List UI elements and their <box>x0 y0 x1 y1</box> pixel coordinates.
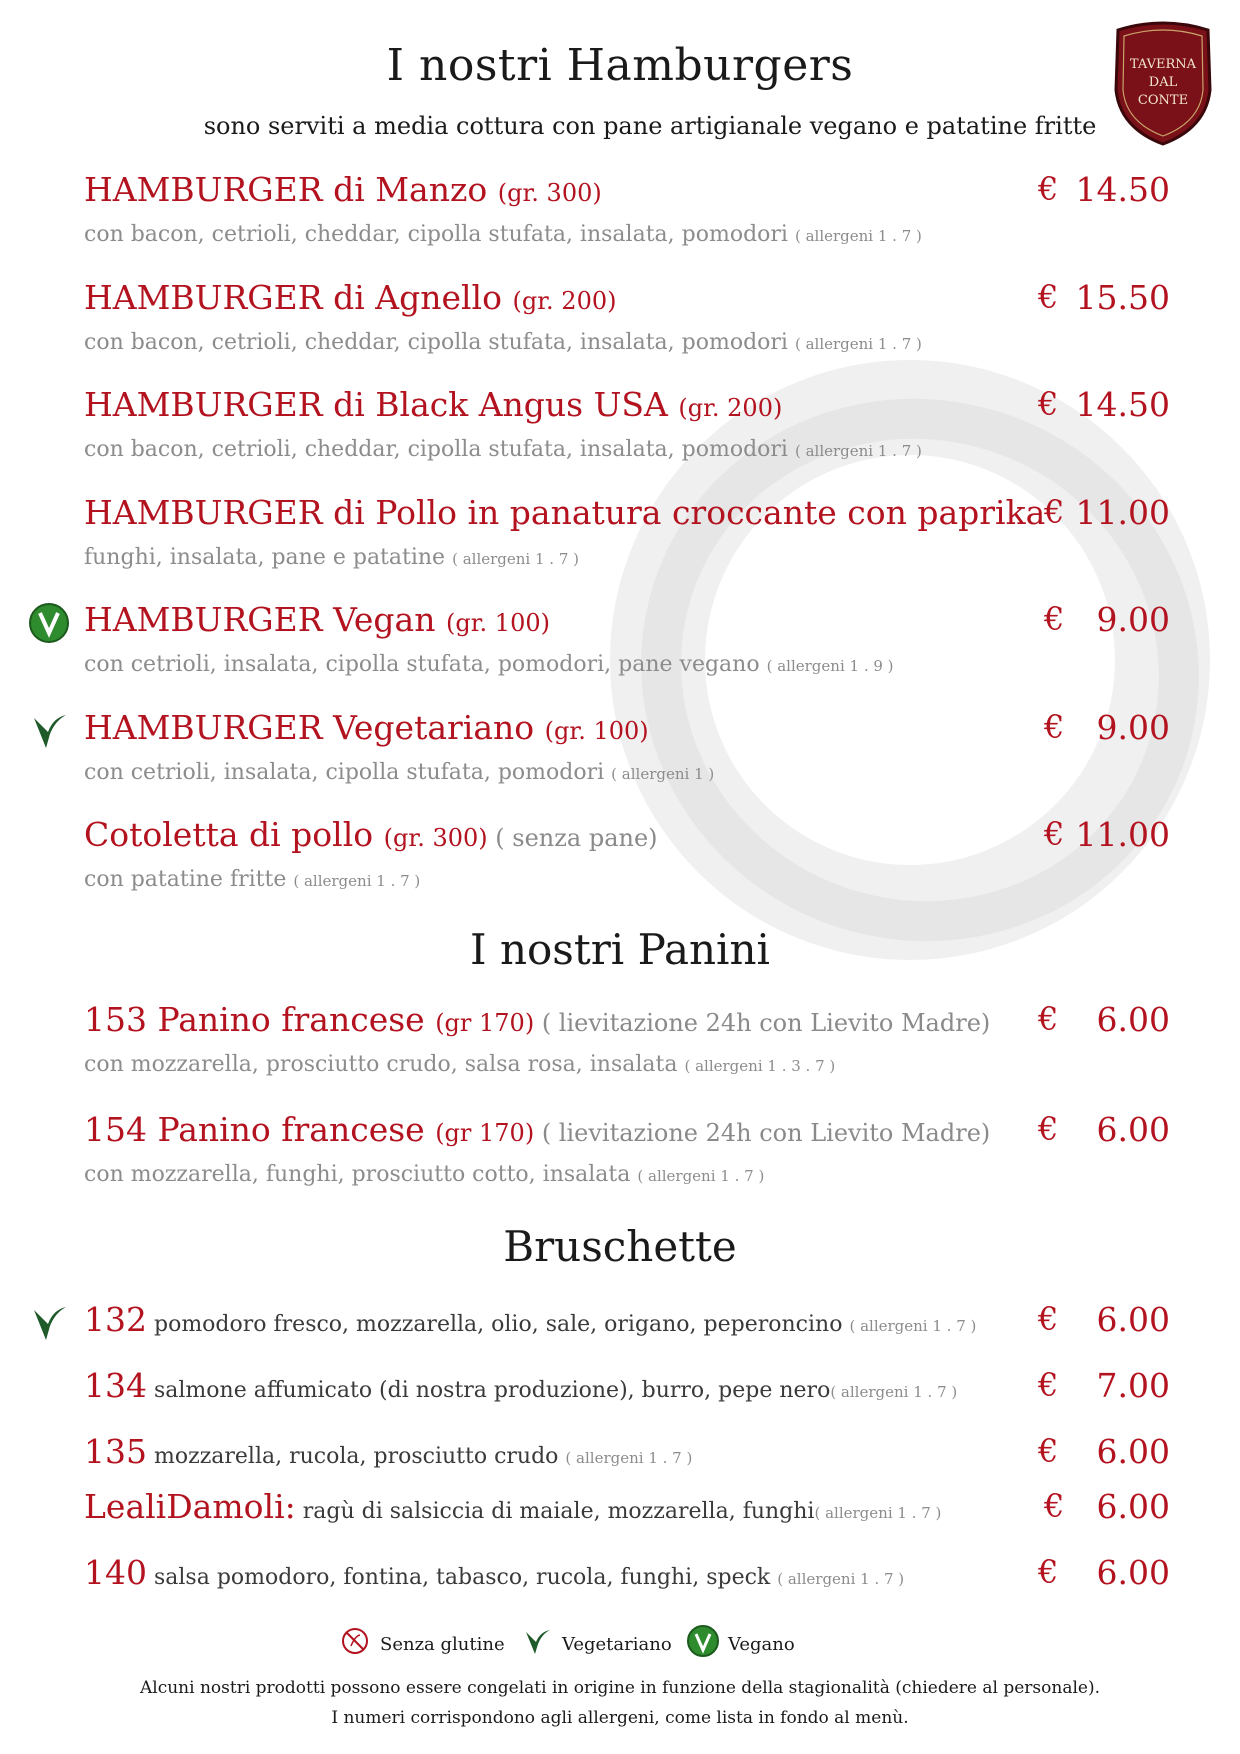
legend-vegan-label: Vegano <box>728 1634 795 1655</box>
item-weight: (gr. 300) <box>497 179 602 207</box>
legend-vegetarian-label: Vegetariano <box>562 1634 672 1655</box>
currency-symbol: € <box>1038 1432 1059 1470</box>
item-weight: (gr. 200) <box>678 394 783 422</box>
currency-symbol: € <box>1038 278 1059 316</box>
item-allergens: ( allergeni 1 . 9 ) <box>766 657 894 675</box>
item-name <box>84 600 550 639</box>
legend-gluten-free-label: Senza glutine <box>380 1634 505 1655</box>
bruschetta-item <box>84 1553 904 1592</box>
vegan-icon <box>28 602 70 644</box>
item-title: Vegan <box>322 600 446 639</box>
item-price: 7.00 <box>1096 1366 1170 1405</box>
item-description <box>84 652 894 677</box>
bruschetta-number: LealiDamoli: <box>84 1487 296 1526</box>
item-description <box>84 1162 764 1187</box>
bruschetta-allergens: ( allergeni 1 . 7 ) <box>777 1570 905 1588</box>
item-ingredients: con patatine fritte <box>84 867 294 892</box>
item-price: 6.00 <box>1096 1110 1170 1149</box>
item-description <box>84 545 579 570</box>
bruschetta-number: 140 <box>84 1553 147 1592</box>
item-name <box>84 1000 990 1039</box>
currency-symbol: € <box>1038 170 1059 208</box>
currency-symbol: € <box>1044 708 1065 746</box>
item-title: Vegetariano <box>322 708 545 747</box>
item-description <box>84 1052 835 1077</box>
item-type-label: HAMBURGER <box>84 170 323 209</box>
item-weight: (gr. 100) <box>445 609 550 637</box>
item-name <box>84 708 649 747</box>
item-description <box>84 760 714 785</box>
item-ingredients: funghi, insalata, pane e patatine <box>84 545 453 570</box>
item-title: Cotoletta di pollo <box>84 815 384 854</box>
vegetarian-leaf-icon <box>520 1626 552 1656</box>
item-title: 153 Panino francese <box>84 1000 436 1039</box>
item-note: ( lievitazione 24h con Lievito Madre) <box>534 1119 991 1147</box>
item-title: di Manzo <box>322 170 498 209</box>
bruschetta-ingredients: pomodoro fresco, mozzarella, olio, sale, origano, peperoncino <box>147 1312 850 1337</box>
item-price: 11.00 <box>1075 493 1170 532</box>
item-title: di Black Angus USA <box>322 385 679 424</box>
bruschetta-allergens: ( allergeni 1 . 7 ) <box>814 1504 942 1522</box>
logo-text-1: TAVERNA <box>1129 57 1197 72</box>
currency-symbol: € <box>1038 385 1059 423</box>
currency-symbol: € <box>1038 1553 1059 1591</box>
vegetarian-leaf-icon <box>28 710 68 750</box>
item-title: 154 Panino francese <box>84 1110 436 1149</box>
item-name <box>84 278 616 317</box>
bruschetta-number: 135 <box>84 1432 147 1471</box>
item-price: 9.00 <box>1096 600 1170 639</box>
bruschetta-allergens: ( allergeni 1 . 7 ) <box>565 1449 693 1467</box>
currency-symbol: € <box>1038 1110 1059 1148</box>
currency-symbol: € <box>1044 815 1065 853</box>
item-title: di Pollo in panatura croccante con paprika <box>322 493 1046 532</box>
item-name <box>84 1110 990 1149</box>
item-ingredients: con bacon, cetrioli, cheddar, cipolla stufata, insalata, pomodori <box>84 330 795 355</box>
item-price: 15.50 <box>1075 278 1170 317</box>
item-type-label: HAMBURGER <box>84 385 323 424</box>
item-weight: (gr. 300) <box>383 824 488 852</box>
item-price: 14.50 <box>1075 385 1170 424</box>
currency-symbol: € <box>1044 1487 1065 1525</box>
item-allergens: ( allergeni 1 . 7 ) <box>794 442 922 460</box>
item-ingredients: con cetrioli, insalata, cipolla stufata, pomodori <box>84 760 612 785</box>
footer-note-2: I numeri corrispondono agli allergeni, come lista in fondo al menù. <box>331 1708 909 1728</box>
bruschetta-item <box>84 1300 976 1339</box>
bruschetta-item <box>84 1366 957 1405</box>
currency-symbol: € <box>1044 600 1065 638</box>
item-type-label: HAMBURGER <box>84 600 323 639</box>
page-subtitle: sono serviti a media cottura con pane artigianale vegano e patatine fritte <box>203 112 1097 140</box>
bruschette-section-title: Bruschette <box>503 1222 737 1271</box>
bruschetta-ingredients: mozzarella, rucola, prosciutto crudo <box>147 1444 566 1469</box>
item-description <box>84 437 922 462</box>
item-ingredients: con mozzarella, funghi, prosciutto cotto, insalata <box>84 1162 638 1187</box>
item-allergens: ( allergeni 1 . 7 ) <box>293 872 421 890</box>
item-note: ( lievitazione 24h con Lievito Madre) <box>534 1009 991 1037</box>
bruschetta-allergens: ( allergeni 1 . 7 ) <box>849 1317 977 1335</box>
item-description <box>84 330 922 355</box>
bruschetta-number: 134 <box>84 1366 147 1405</box>
gluten-free-icon <box>340 1626 370 1656</box>
item-price: 6.00 <box>1096 1000 1170 1039</box>
item-allergens: ( allergeni 1 . 7 ) <box>794 227 922 245</box>
item-price: 14.50 <box>1075 170 1170 209</box>
bruschetta-ingredients: salmone affumicato (di nostra produzione), burro, pepe nero <box>147 1378 831 1403</box>
footer-note-1: Alcuni nostri prodotti possono essere congelati in origine in funzione della stagionalità (chiedere al personale). <box>139 1678 1100 1698</box>
item-allergens: ( allergeni 1 ) <box>611 765 715 783</box>
item-description <box>84 222 922 247</box>
item-title: di Agnello <box>322 278 513 317</box>
item-ingredients: con bacon, cetrioli, cheddar, cipolla stufata, insalata, pomodori <box>84 437 795 462</box>
page-title: I nostri Hamburgers <box>386 40 854 91</box>
bruschetta-ingredients: ragù di salsiccia di maiale, mozzarella, funghi <box>295 1499 815 1524</box>
item-ingredients: con mozzarella, prosciutto crudo, salsa rosa, insalata <box>84 1052 685 1077</box>
item-allergens: ( allergeni 1 . 7 ) <box>452 550 579 568</box>
item-allergens: ( allergeni 1 . 3 . 7 ) <box>684 1057 836 1075</box>
item-weight: (gr 170) <box>435 1009 535 1037</box>
item-type-label: HAMBURGER <box>84 708 323 747</box>
item-type-label: HAMBURGER <box>84 493 323 532</box>
item-ingredients: con bacon, cetrioli, cheddar, cipolla stufata, insalata, pomodori <box>84 222 795 247</box>
item-description <box>84 867 420 892</box>
item-name <box>84 815 658 854</box>
item-allergens: ( allergeni 1 . 7 ) <box>637 1167 765 1185</box>
bruschetta-item <box>84 1487 941 1526</box>
bruschetta-item <box>84 1432 692 1471</box>
logo-text-2: DAL <box>1148 75 1178 90</box>
bruschetta-number: 132 <box>84 1300 147 1339</box>
item-name <box>84 493 1045 532</box>
bruschetta-ingredients: salsa pomodoro, fontina, tabasco, rucola, funghi, speck <box>147 1565 778 1590</box>
item-weight: (gr 170) <box>435 1119 535 1147</box>
currency-symbol: € <box>1038 1366 1059 1404</box>
currency-symbol: € <box>1038 1000 1059 1038</box>
bruschetta-allergens: ( allergeni 1 . 7 ) <box>830 1383 958 1401</box>
item-weight: (gr. 100) <box>544 717 649 745</box>
item-price: 9.00 <box>1096 708 1170 747</box>
item-weight: (gr. 200) <box>512 287 617 315</box>
item-type-label: HAMBURGER <box>84 278 323 317</box>
item-price: 6.00 <box>1096 1300 1170 1339</box>
item-price: 6.00 <box>1096 1553 1170 1592</box>
panini-section-title: I nostri Panini <box>470 925 770 974</box>
item-name <box>84 170 602 209</box>
logo-text-3: CONTE <box>1137 93 1189 108</box>
item-price: 6.00 <box>1096 1487 1170 1526</box>
vegan-icon <box>686 1624 720 1658</box>
currency-symbol: € <box>1044 493 1065 531</box>
item-price: 11.00 <box>1075 815 1170 854</box>
item-note: ( senza pane) <box>487 824 658 852</box>
item-name <box>84 385 782 424</box>
item-price: 6.00 <box>1096 1432 1170 1471</box>
item-ingredients: con cetrioli, insalata, cipolla stufata, pomodori, pane vegano <box>84 652 767 677</box>
item-allergens: ( allergeni 1 . 7 ) <box>794 335 922 353</box>
vegetarian-leaf-icon <box>28 1302 68 1342</box>
currency-symbol: € <box>1038 1300 1059 1338</box>
diet-legend <box>0 1626 1240 1666</box>
